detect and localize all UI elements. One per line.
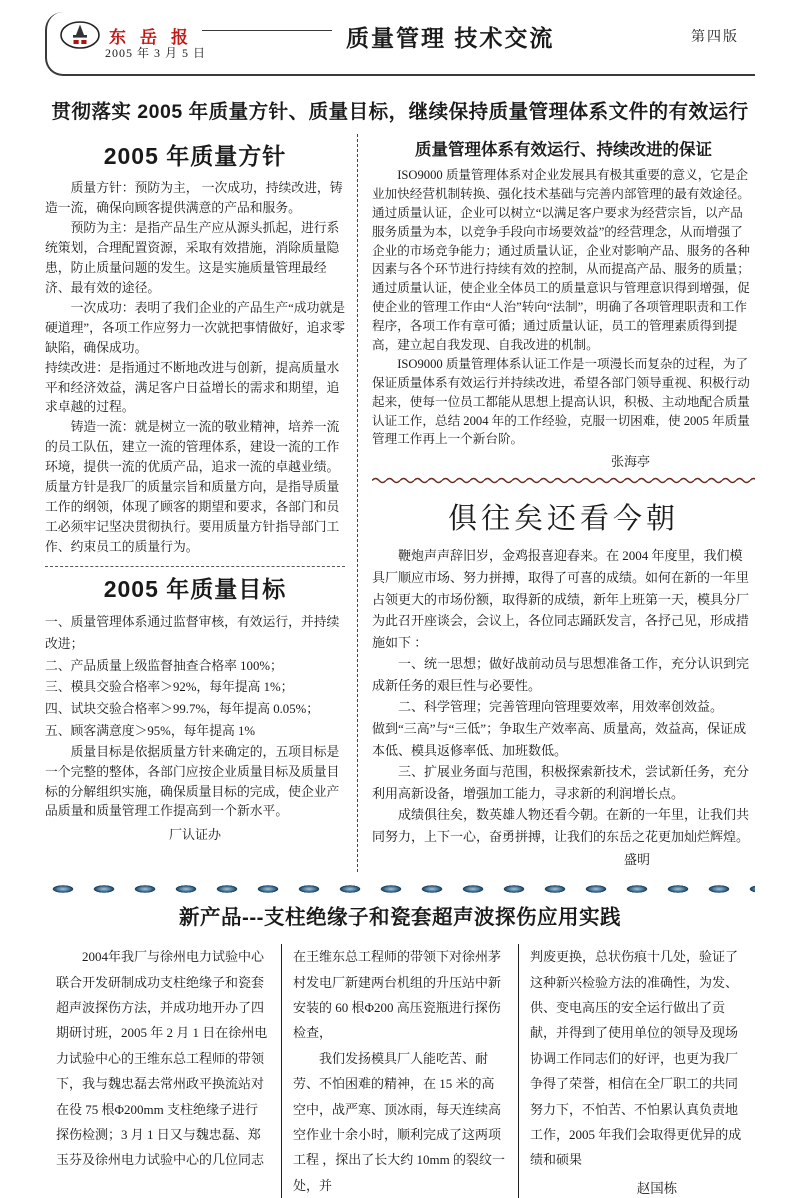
new-year-paragraph: 二、科学管理；完善管理向管理要效率，用效率创效益。 — [398, 699, 724, 715]
product-paragraph: 我们发扬模具厂人能吃苦、耐劳、不怕困难的精神，在 15 米的高空中，战严寒、顶冰雨，每天连续高空作业十余小时，顺利完成了这两项工程 ，探出了长大约 10mm 的裂纹一处，并 — [293, 1050, 505, 1193]
new-year-signature: 盛明 — [623, 852, 650, 868]
new-year-paragraph: 一、统一思想；做好战前动员与思想准备工作，充分认识到完成新任务的艰巨性与必要性。 — [372, 656, 750, 693]
quality-policy-title: 2005 年质量方针 — [103, 143, 287, 169]
assurance-paragraph: ISO9000 质量管理体系对企业发展具有极其重要的意义，它是企业加快经营机制转换、强化技术基础与完善内部管理的最有效途径。通过质量认证，企业可以树立“以满足客户要求为经营宗旨，以产品服务质量为本，以竞争手段向市场要效益”的经营理念，从而增强了企业的市场竞争能力；通过质量认证，企业对影响产品、服务的各种因素与各个环节进行持续有效的控制，从而提高产品、服务的质量；通过质量认证，使企业全体员工的质量意识与管理意识得到增强，促使企业的管理工作由“人治”转向“法制”，明确了各项管理职责和工作程序，各项工作有章可循；通过质量认证，员工的管理素质得到提高，建立起自我发现、自我改进的机制。 — [372, 168, 750, 353]
goal-item: 一、质量管理体系通过监督审核，有效运行，并持续改进； — [45, 615, 340, 651]
product-paragraph: 判废更换，总状伤痕十几处，验证了这种新兴检验方法的准确性，为发、供、变电高压的安全运行做出了贡献，并得到了使用单位的领导及现场协调工作同志们的好评，也更为我厂争得了荣誉，相信在全厂职工的共同努力下，不怕苦、不怕累认真负责地工作，2005 年我们会取得更优异的成绩和硕果 — [530, 949, 742, 1168]
dashed-rule — [45, 566, 345, 567]
right-column — [357, 134, 755, 872]
assurance-paragraph: ISO9000 质量管理体系认证工作是一项漫长而复杂的过程，为了保证质量体系有效运行并持续改进，希望各部门领导重视、积极行动起来，使每一位员工都能从思想上提高认识，积极、主动地配合质量认证工作，总结 2004 年的工作经验，克服一切困难，使 2005 年质量管理工作再上一个新台阶。 — [372, 356, 750, 447]
new-year-paragraph: 成绩俱往矣，数英雄人物还看今朝。在新的一年里，让我们共同努力，上下一心，奋勇拼搏，让我们的东岳之花更加灿烂辉煌。 — [372, 807, 750, 844]
goal-item: 五、顾客满意度＞95%，每年提高 1% — [45, 723, 256, 738]
new-year-paragraph: 做到“三高”与“三低”；争取生产效率高、质量高，效益高，保证成本低、模具返修率低、加班数低。 — [372, 720, 747, 758]
new-year-paragraph: 鞭炮声声辞旧岁，金鸡报喜迎春来。在 2004 年度里，我们模具厂顺应市场、努力拼搏，取得了可喜的成绩。如何在新的一年里占领更大的市场份额，取得新的成绩，新年上班第一天，模具分厂为此召开座谈会，会议上，各位同志踊跃发言，各抒己见，形成措施如下 ： — [372, 548, 750, 650]
bead-divider — [45, 882, 755, 896]
policy-paragraph: 预防为主：是指产品生产应从源头抓起，进行系统策划，合理配置资源，采取有效措施，消除质量隐患，防止质量问题的发生。这是实施质量管理最经济、最有效的途径。 — [45, 220, 340, 295]
left-column — [45, 134, 357, 872]
assurance-title: 质量管理体系有效运行、持续改进的保证 — [415, 141, 712, 159]
policy-paragraph: 铸造一流：就是树立一流的敬业精神，培养一流的员工队伍，建立一流的管理体系，建设一流的工作环境，提供一流的优质产品，追求一流的卓越业绩。 — [45, 420, 340, 475]
quality-policy-section — [45, 138, 345, 558]
product-column-2 — [281, 944, 518, 1197]
new-year-title: 俱往矣还看今朝 — [447, 503, 679, 536]
product-paragraph: 在王维东总工程师的带领下对徐州茅村发电厂新建两台机组的升压站中新安装的 60 根Φ200 高压瓷瓶进行探伤检查， — [293, 949, 502, 1041]
goal-item: 四、试块交验合格率＞99.7%，每年提高 0.05%； — [45, 702, 320, 717]
product-column-1 — [45, 944, 281, 1197]
edition-label: 第四版 — [691, 30, 739, 45]
assurance-signature: 张海亭 — [610, 454, 650, 470]
policy-paragraph: 持续改进：是指通过不断地改进与创新，提高质量水平和经济效益，满足客户日益增长的需求和期望，追求卓越的过程。 — [45, 360, 340, 415]
masthead-name: 东岳报 — [109, 27, 202, 47]
policy-paragraph: 质量方针：预防为主， 一次成功，持续改进，铸造一流，确保向顾客提供满意的产品和服务。 — [45, 181, 343, 215]
goals-signature: 厂认证办 — [168, 827, 221, 843]
quality-goals-title: 2005 年质量目标 — [103, 576, 287, 603]
quality-goals-section — [45, 571, 345, 843]
policy-paragraph: 质量方针是我厂的质量宗旨和质量方向，是指导质量工作的纲领，体现了顾客的期望和要求，各部门和员工必须牢记坚决贯彻执行。要用质量方针指导部门工作、约束员工的质量行为。 — [45, 480, 340, 555]
main-band — [45, 134, 755, 872]
goal-item: 二、产品质量上级监督抽查合格率 100%； — [45, 658, 283, 673]
new-product-columns — [45, 944, 755, 1197]
section-title: 质量管理 技术交流 — [346, 25, 555, 51]
masthead — [45, 12, 755, 76]
newspaper-logo-icon — [59, 20, 101, 50]
policy-paragraph: 一次成功：表明了我们企业的产品生产“成功就是硬道理”，各项工作应努力一次就把事情做好，追求零缺陷，确保成功。 — [45, 300, 346, 355]
masthead-date: 2005 年 3 月 5 日 — [105, 46, 207, 60]
wave-divider — [372, 476, 755, 484]
goal-item: 三、模具交验合格率＞92%，每年提高 1%； — [45, 680, 294, 695]
product-signature: 赵国栋 — [636, 1180, 678, 1196]
new-year-article — [372, 496, 755, 868]
main-headline: 贯彻落实 2005 年质量方针、质量目标，继续保持质量管理体系文件的有效运行 — [51, 101, 749, 123]
goals-closing: 质量目标是依据质量方针来确定的，五项目标是一个完整的整体，各部门应按企业质量目标及质量目标的分解组织实施，确保质量目标的完成，使企业产品质量和质量管理工作提高到一个新水平。 — [45, 744, 340, 819]
assurance-article — [372, 136, 755, 470]
product-column-3 — [518, 944, 755, 1197]
product-paragraph: 2004年我厂与徐州电力试验中心联合开发研制成功支柱绝缘子和瓷套超声波探伤方法，并成功地开办了四期研讨班，2005 年 2 月 1 日在徐州电力试验中心的王维东总工程师的带领下，我与魏忠磊去常州政平换流站对在役 75 根Φ200mm 支柱绝缘子进行探伤检测；3 月 1 日又与魏忠磊、郑玉芬及徐州电力试验中心的几位同志 — [56, 949, 268, 1168]
new-product-article — [45, 900, 755, 1197]
newspaper-page — [45, 0, 755, 1198]
new-year-paragraph: 三、扩展业务面与范围，积极探索新技术，尝试新任务，充分利用高新设备，增强加工能力，寻求新的利润增长点。 — [372, 764, 750, 801]
new-product-title: 新产品---支柱绝缘子和瓷套超声波探伤应用实践 — [179, 906, 621, 930]
masthead-rule — [202, 30, 332, 31]
